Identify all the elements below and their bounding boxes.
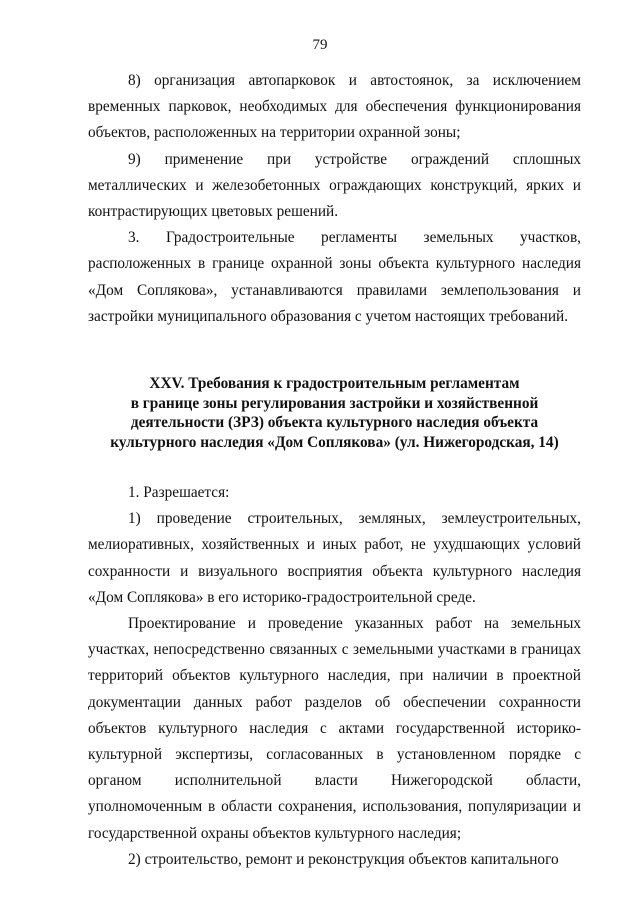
paragraph-allowed-title: 1. Разрешается: (128, 484, 230, 502)
document-body (88, 68, 581, 873)
section-heading (88, 374, 581, 452)
paragraph-item-9: 9) применение при устройстве ограждений сплошных металлических и железобетонных ограждающих конструкций, ярких и контрастирующих цветовых решений. (88, 150, 581, 221)
heading-line: XXV. Требования к градостроительным регламентам (149, 375, 520, 393)
paragraph-design-work: Проектирование и проведение указанных работ на земельных участках, непосредственно связанных с земельными участками в границах территорий объектов культурного наследия, при наличии в проектной документации данных работ разделов об обеспечении сохранности объектов культурного наследия с актами государственной историко-культурной экспертизы, согласованных в установленном порядке с органом исполнительной власти Нижегородской области, уполномоченным в области сохранения, использования, популяризации и государственной охраны объектов культурного наследия; (88, 615, 581, 842)
paragraph-item-8: 8) организация автопарковок и автостоянок, за исключением временных парковок, необходимых для обеспечения функционирования объектов, расположенных на территории охранной зоны; (88, 72, 581, 142)
page-number: 79 (312, 37, 328, 53)
paragraph-item-1: 1) проведение строительных, земляных, землеустроительных, мелиоративных, хозяйственных и иных работ, не ухудшающих условий сохранности и визуального восприятия объекта культурного наследия «Дом Соплякова» в его историко-градостроительной среде. (88, 510, 581, 606)
paragraph-item-2: 2) строительство, ремонт и реконструкция объектов капитального (128, 850, 559, 868)
heading-line: культурного наследия «Дом Соплякова» (ул. Нижегородская, 14) (110, 433, 559, 451)
paragraph-clause-3: 3. Градостроительные регламенты земельных участков, расположенных в границе охранной зоны объекта культурного наследия «Дом Соплякова», устанавливаются правилами землепользования и застройки муниципального образования с учетом настоящих требований. (88, 229, 581, 325)
heading-line: в границе зоны регулирования застройки и хозяйственной (130, 394, 539, 412)
heading-line: деятельности (ЗРЗ) объекта культурного наследия объекта (130, 414, 539, 432)
